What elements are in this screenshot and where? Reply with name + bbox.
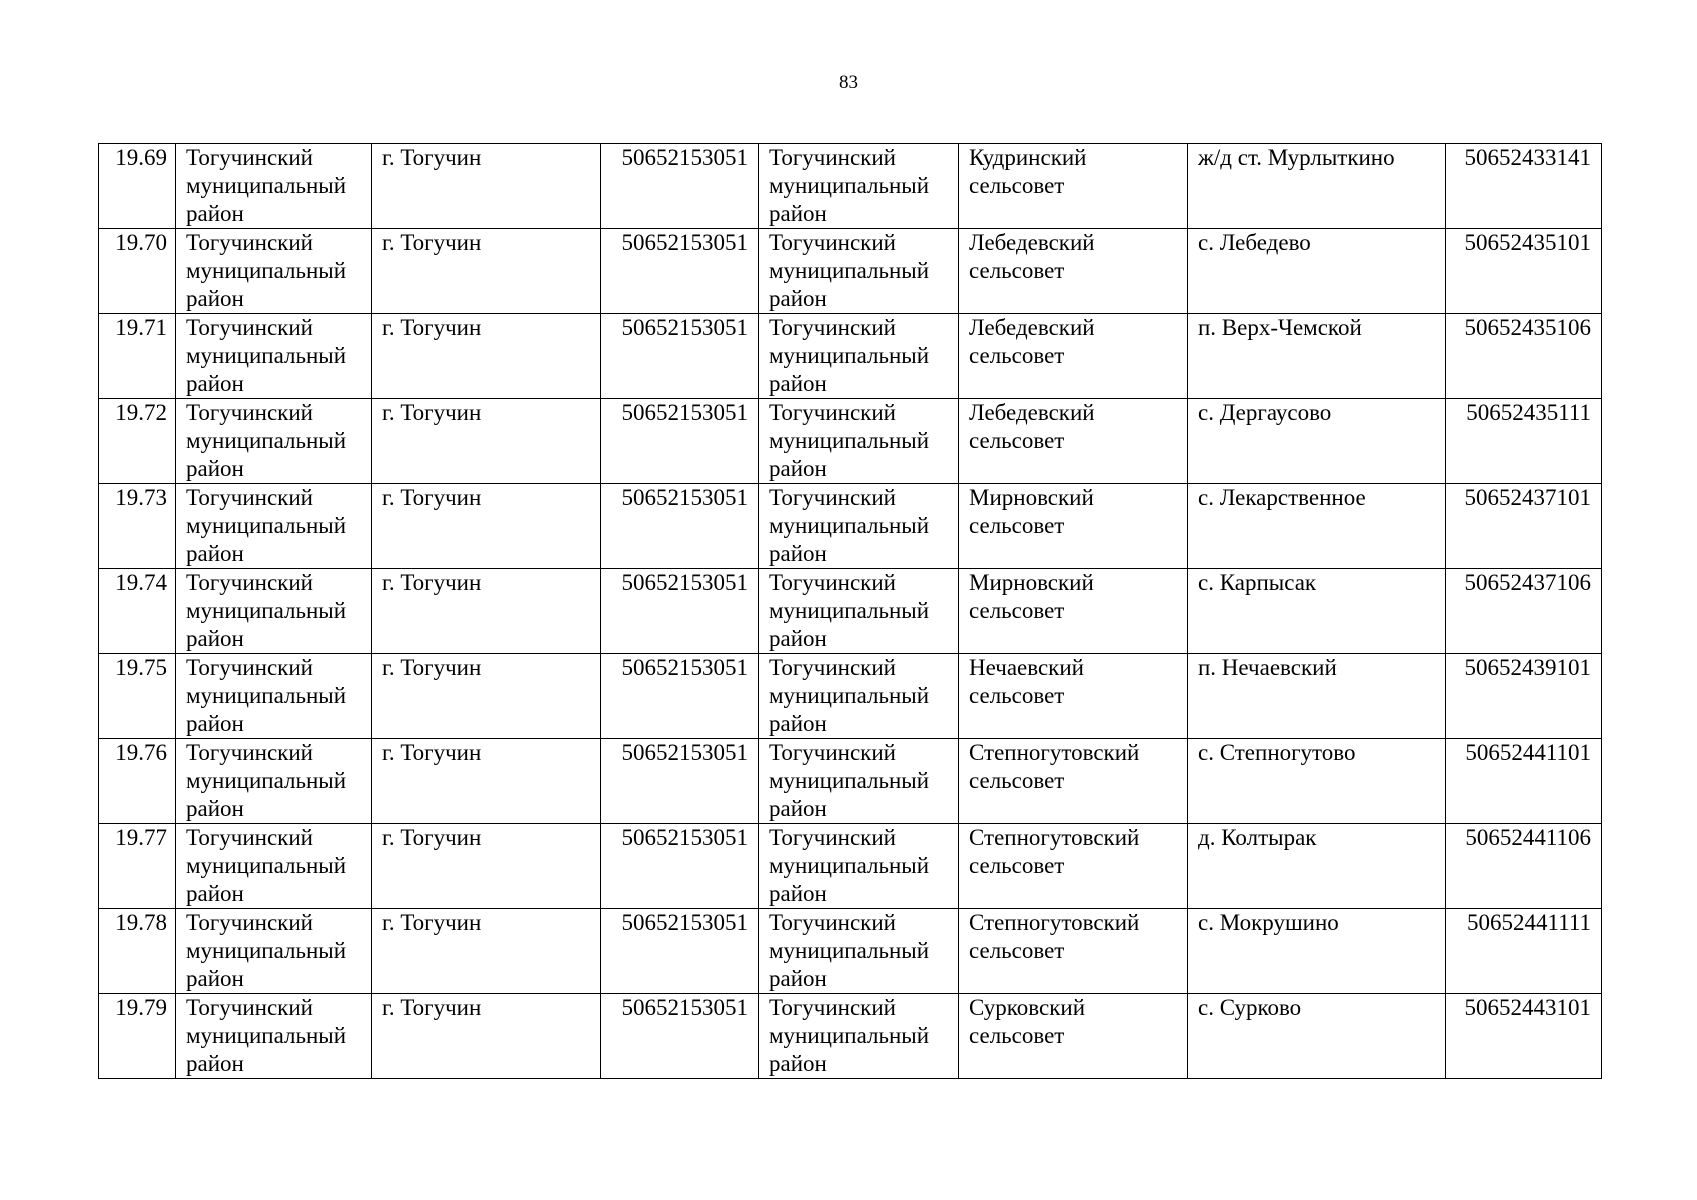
- settlement-cell: п. Верх-Чемской: [1188, 314, 1446, 399]
- district-repeat-cell: Тогучинский муниципальный район: [759, 229, 959, 314]
- settlement-code-cell: 50652441101: [1446, 739, 1602, 824]
- center-code-cell: 50652153051: [601, 314, 759, 399]
- row-number: 19.78: [99, 909, 176, 994]
- center-code-cell: 50652153051: [601, 144, 759, 229]
- table-row: [99, 144, 1602, 229]
- district-cell: Тогучинский муниципальный район: [176, 484, 372, 569]
- table-row: [99, 909, 1602, 994]
- council-cell: Нечаевский сельсовет: [959, 654, 1188, 739]
- council-cell: Мирновский сельсовет: [959, 484, 1188, 569]
- district-cell: Тогучинский муниципальный район: [176, 909, 372, 994]
- district-cell: Тогучинский муниципальный район: [176, 824, 372, 909]
- row-number: 19.75: [99, 654, 176, 739]
- council-cell: Степногутовский сельсовет: [959, 909, 1188, 994]
- district-cell: Тогучинский муниципальный район: [176, 399, 372, 484]
- district-repeat-cell: Тогучинский муниципальный район: [759, 399, 959, 484]
- settlement-cell: с. Дергаусово: [1188, 399, 1446, 484]
- settlement-cell: с. Карпысак: [1188, 569, 1446, 654]
- district-repeat-cell: Тогучинский муниципальный район: [759, 909, 959, 994]
- council-cell: Кудринский сельсовет: [959, 144, 1188, 229]
- row-number: 19.79: [99, 994, 176, 1079]
- settlement-code-cell: 50652439101: [1446, 654, 1602, 739]
- council-cell: Степногутовский сельсовет: [959, 824, 1188, 909]
- settlement-cell: с. Мокрушино: [1188, 909, 1446, 994]
- settlement-cell: ж/д ст. Мурлыткино: [1188, 144, 1446, 229]
- settlement-code-cell: 50652435106: [1446, 314, 1602, 399]
- settlement-code-cell: 50652443101: [1446, 994, 1602, 1079]
- table-row: [99, 229, 1602, 314]
- settlement-code-cell: 50652435101: [1446, 229, 1602, 314]
- council-cell: Степногутовский сельсовет: [959, 739, 1188, 824]
- settlement-code-cell: 50652441106: [1446, 824, 1602, 909]
- center-code-cell: 50652153051: [601, 484, 759, 569]
- settlement-code-cell: 50652433141: [1446, 144, 1602, 229]
- center-cell: г. Тогучин: [372, 654, 601, 739]
- district-repeat-cell: Тогучинский муниципальный район: [759, 484, 959, 569]
- row-number: 19.72: [99, 399, 176, 484]
- center-cell: г. Тогучин: [372, 909, 601, 994]
- row-number: 19.71: [99, 314, 176, 399]
- district-repeat-cell: Тогучинский муниципальный район: [759, 314, 959, 399]
- district-repeat-cell: Тогучинский муниципальный район: [759, 144, 959, 229]
- district-cell: Тогучинский муниципальный район: [176, 994, 372, 1079]
- district-repeat-cell: Тогучинский муниципальный район: [759, 739, 959, 824]
- district-cell: Тогучинский муниципальный район: [176, 314, 372, 399]
- district-repeat-cell: Тогучинский муниципальный район: [759, 569, 959, 654]
- settlement-code-cell: 50652437101: [1446, 484, 1602, 569]
- settlement-cell: п. Нечаевский: [1188, 654, 1446, 739]
- table-row: [99, 824, 1602, 909]
- table-row: [99, 654, 1602, 739]
- row-number: 19.70: [99, 229, 176, 314]
- table-row: [99, 739, 1602, 824]
- settlement-code-cell: 50652437106: [1446, 569, 1602, 654]
- table-row: [99, 484, 1602, 569]
- center-cell: г. Тогучин: [372, 569, 601, 654]
- center-code-cell: 50652153051: [601, 229, 759, 314]
- center-cell: г. Тогучин: [372, 824, 601, 909]
- page-number: 83: [839, 72, 858, 93]
- district-cell: Тогучинский муниципальный район: [176, 739, 372, 824]
- district-repeat-cell: Тогучинский муниципальный район: [759, 654, 959, 739]
- council-cell: Сурковский сельсовет: [959, 994, 1188, 1079]
- table-row: [99, 314, 1602, 399]
- center-cell: г. Тогучин: [372, 399, 601, 484]
- settlement-code-cell: 50652435111: [1446, 399, 1602, 484]
- center-code-cell: 50652153051: [601, 569, 759, 654]
- table-row: [99, 569, 1602, 654]
- center-code-cell: 50652153051: [601, 824, 759, 909]
- settlements-table: [98, 143, 1602, 1079]
- row-number: 19.69: [99, 144, 176, 229]
- row-number: 19.73: [99, 484, 176, 569]
- center-cell: г. Тогучин: [372, 739, 601, 824]
- center-cell: г. Тогучин: [372, 144, 601, 229]
- district-cell: Тогучинский муниципальный район: [176, 229, 372, 314]
- district-repeat-cell: Тогучинский муниципальный район: [759, 824, 959, 909]
- district-cell: Тогучинский муниципальный район: [176, 569, 372, 654]
- center-cell: г. Тогучин: [372, 484, 601, 569]
- table-row: [99, 399, 1602, 484]
- council-cell: Лебедевский сельсовет: [959, 314, 1188, 399]
- district-cell: Тогучинский муниципальный район: [176, 144, 372, 229]
- row-number: 19.77: [99, 824, 176, 909]
- council-cell: Лебедевский сельсовет: [959, 399, 1188, 484]
- council-cell: Мирновский сельсовет: [959, 569, 1188, 654]
- council-cell: Лебедевский сельсовет: [959, 229, 1188, 314]
- district-repeat-cell: Тогучинский муниципальный район: [759, 994, 959, 1079]
- settlement-code-cell: 50652441111: [1446, 909, 1602, 994]
- settlement-cell: д. Колтырак: [1188, 824, 1446, 909]
- center-cell: г. Тогучин: [372, 994, 601, 1079]
- center-cell: г. Тогучин: [372, 229, 601, 314]
- settlement-cell: с. Лекарственное: [1188, 484, 1446, 569]
- row-number: 19.76: [99, 739, 176, 824]
- center-code-cell: 50652153051: [601, 994, 759, 1079]
- settlement-cell: с. Лебедево: [1188, 229, 1446, 314]
- center-code-cell: 50652153051: [601, 739, 759, 824]
- table-row: [99, 994, 1602, 1079]
- row-number: 19.74: [99, 569, 176, 654]
- district-cell: Тогучинский муниципальный район: [176, 654, 372, 739]
- settlement-cell: с. Сурково: [1188, 994, 1446, 1079]
- center-code-cell: 50652153051: [601, 654, 759, 739]
- center-code-cell: 50652153051: [601, 399, 759, 484]
- center-cell: г. Тогучин: [372, 314, 601, 399]
- center-code-cell: 50652153051: [601, 909, 759, 994]
- settlement-cell: с. Степногутово: [1188, 739, 1446, 824]
